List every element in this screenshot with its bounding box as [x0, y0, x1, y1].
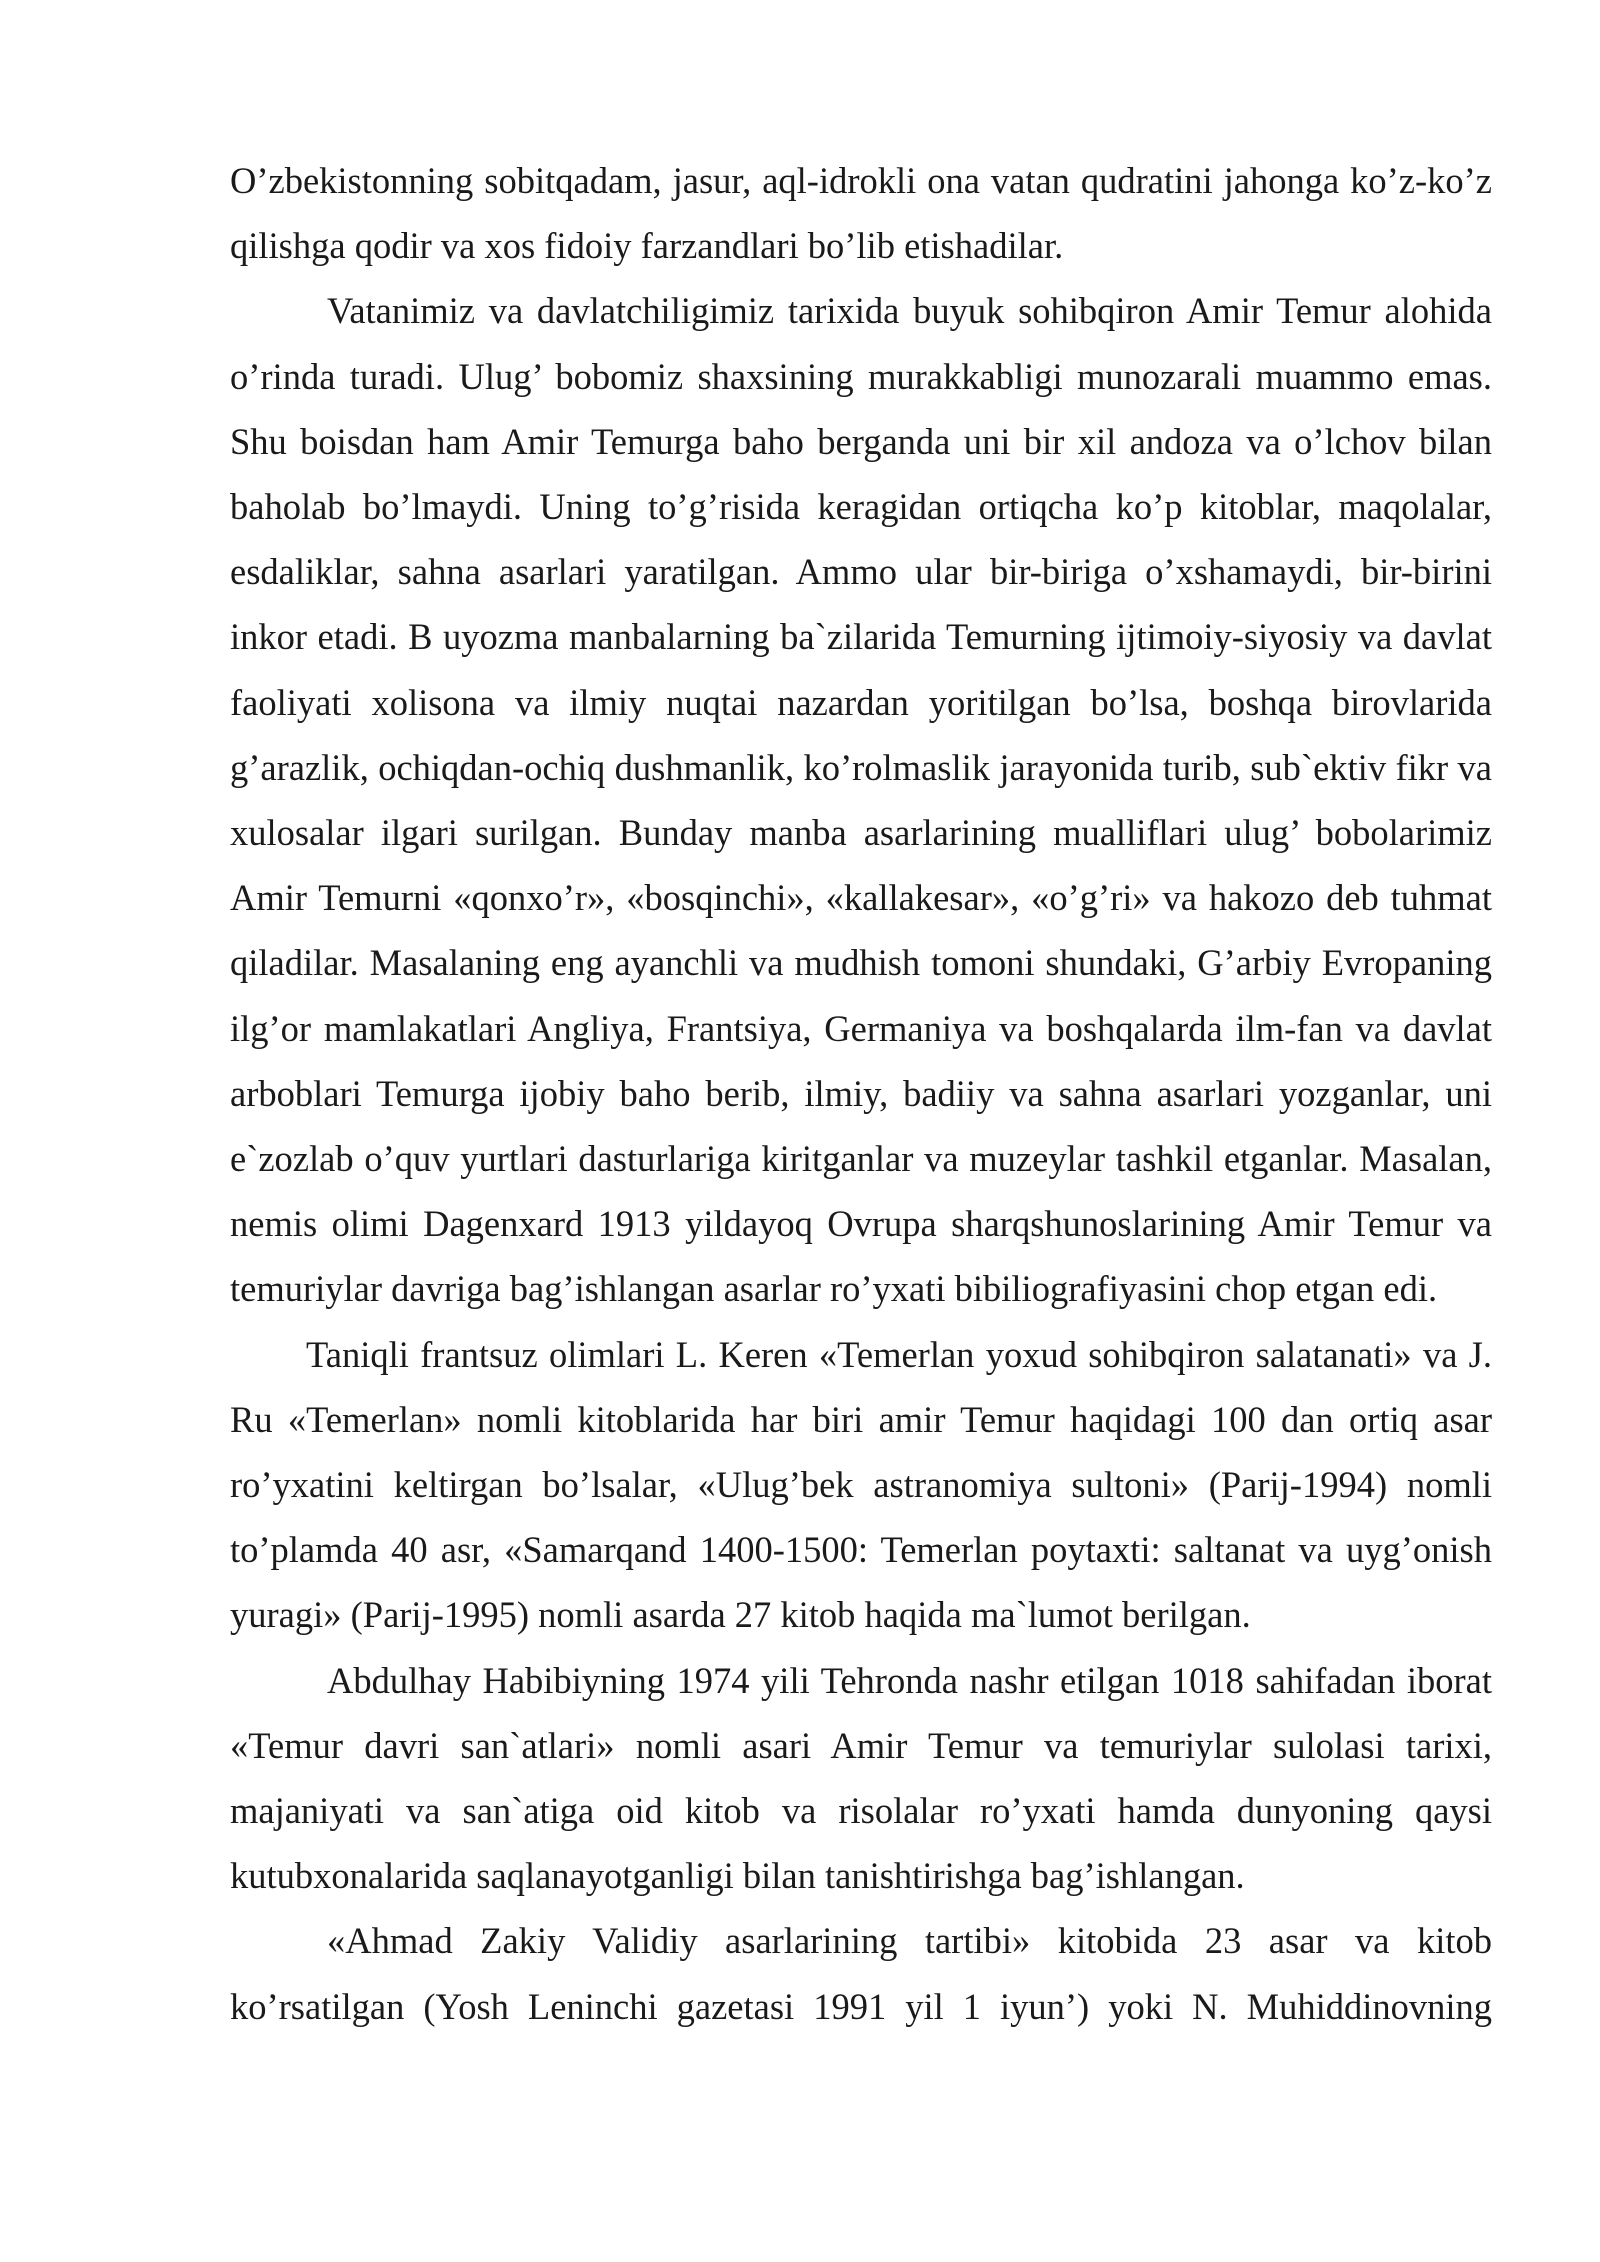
document-page [230, 148, 1492, 2039]
paragraph-5: «Ahmad Zakiy Validiy asarlarining tartibi» kitobida 23 asar va kitob ko’rsatilgan (Yosh Leninchi gazetasi 1991 yil 1 iyun’) yoki N. Muhiddinovning [230, 1920, 1492, 2027]
paragraph-4: Abdulhay Habibiyning 1974 yili Tehronda nashr etilgan 1018 sahifadan iborat «Temur davri san`atlari» nomli asari Amir Temur va temuriylar sulolasi tarixi, majaniyati va san`atiga oid kitob va risolalar ro’yxati hamda dunyoning qaysi kutubxonalarida saqlanayotganligi bilan tanishtirishga bag’ishlangan. [230, 1659, 1492, 1897]
paragraph-3: Taniqli frantsuz olimlari L. Keren «Temerlan yoxud sohibqiron salatanati» va J. Ru «Temerlan» nomli kitoblarida har biri amir Temur haqidagi 100 dan ortiq asar ro’yxatini keltirgan bo’lsalar, «Ulug’bek astranomiya sultoni» (Parij-1994) nomli to’plamda 40 asr, «Samarqand 1400-1500: Temerlan poytaxti: saltanat va uyg’onish yuragi» (Parij-1995) nomli asarda 27 kitob haqida ma`lumot berilgan. [230, 1333, 1492, 1636]
paragraph-1: O’zbekistonning sobitqadam, jasur, aql-idrokli ona vatan qudratini jahonga ko’z-ko’z qilishga qodir va xos fidoiy farzandlari bo’lib etishadilar. [230, 160, 1492, 267]
paragraph-2: Vatanimiz va davlatchiligimiz tarixida buyuk sohibqiron Amir Temur alohida o’rinda turadi. Ulug’ bobomiz shaxsining murakkabligi munozarali muammo emas. Shu boisdan ham Amir Temurga baho berganda uni bir xil andoza va o’lchov bilan baholab bo’lmaydi. Uning to’g’risida keragidan ortiqcha ko’p kitoblar, maqolalar, esdaliklar, sahna asarlari yaratilgan. Ammo ular bir-biriga o’xshamaydi, bir-birini inkor etadi. B uyozma manbalarning ba`zilarida Temurning ijtimoiy-siyosiy va davlat faoliyati xolisona va ilmiy nuqtai nazardan yoritilgan bo’lsa, boshqa birovlarida g’arazlik, ochiqdan-ochiq dushmanlik, ko’rolmaslik jarayonida turib, sub`ektiv fikr va xulosalar ilgari surilgan. Bunday manba asarlarining mualliflari ulug’ bobolarimiz Amir Temurni «qonxo’r», «bosqinchi», «kallakesar», «o’g’ri» va hakozo deb tuhmat qiladilar. Masalaning eng ayanchli va mudhish tomoni shundaki, G’arbiy Evropaning ilg’or mamlakatlari Angliya, Frantsiya, Germaniya va boshqalarda ilm-fan va davlat arboblari Temurga ijobiy baho berib, ilmiy, badiiy va sahna asarlari yozganlar, uni e`zozlab o’quv yurtlari dasturlariga kiritganlar va muzeylar tashkil etganlar. Masalan, nemis olimi Dagenxard 1913 yildayoq Ovrupa sharqshunoslarining Amir Temur va temuriylar davriga bag’ishlangan asarlar ro’yxati bibiliografiyasini chop etgan edi. [230, 290, 1492, 1310]
